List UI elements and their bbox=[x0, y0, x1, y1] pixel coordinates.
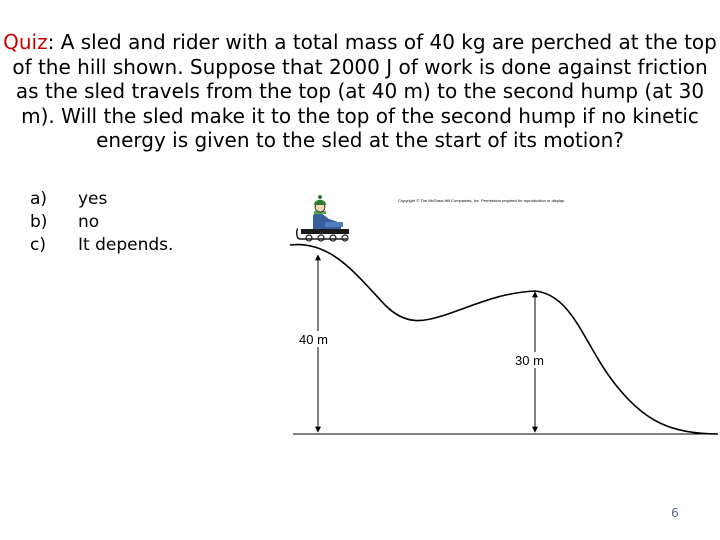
choice-a[interactable] bbox=[30, 188, 173, 211]
choice-text: yes bbox=[78, 189, 108, 209]
sled-rider-icon bbox=[297, 195, 349, 241]
quiz-label: Quiz bbox=[3, 30, 48, 54]
hill-curve bbox=[290, 244, 718, 434]
choice-letter: a) bbox=[30, 189, 48, 209]
choice-letter: b) bbox=[30, 212, 48, 232]
hill-figure bbox=[285, 185, 720, 445]
page-number: 6 bbox=[671, 506, 679, 520]
choice-b[interactable] bbox=[30, 211, 173, 234]
question-text bbox=[2, 30, 718, 153]
label-30m: 30 m bbox=[515, 353, 544, 368]
copyright-text: Copyright © The McGraw-Hill Companies, Inc. Permission required for reproduction or display. bbox=[398, 198, 565, 203]
answer-choices bbox=[30, 188, 173, 257]
choice-text: It depends. bbox=[78, 235, 174, 255]
hill-diagram bbox=[285, 185, 720, 445]
label-40m: 40 m bbox=[299, 332, 328, 347]
choice-c[interactable] bbox=[30, 234, 173, 257]
choice-letter: c) bbox=[30, 235, 46, 255]
question-body: : A sled and rider with a total mass of 40 kg are perched at the top of the hill shown. Suppose that 2000 J of work is done against friction as the sled travels from the top (at 40 m) to the second hump (at 30 m). Will the sled make it to the top of the second hump if no kinetic energy is given to the sled at the start of its motion? bbox=[12, 30, 717, 152]
choice-text: no bbox=[78, 212, 100, 232]
